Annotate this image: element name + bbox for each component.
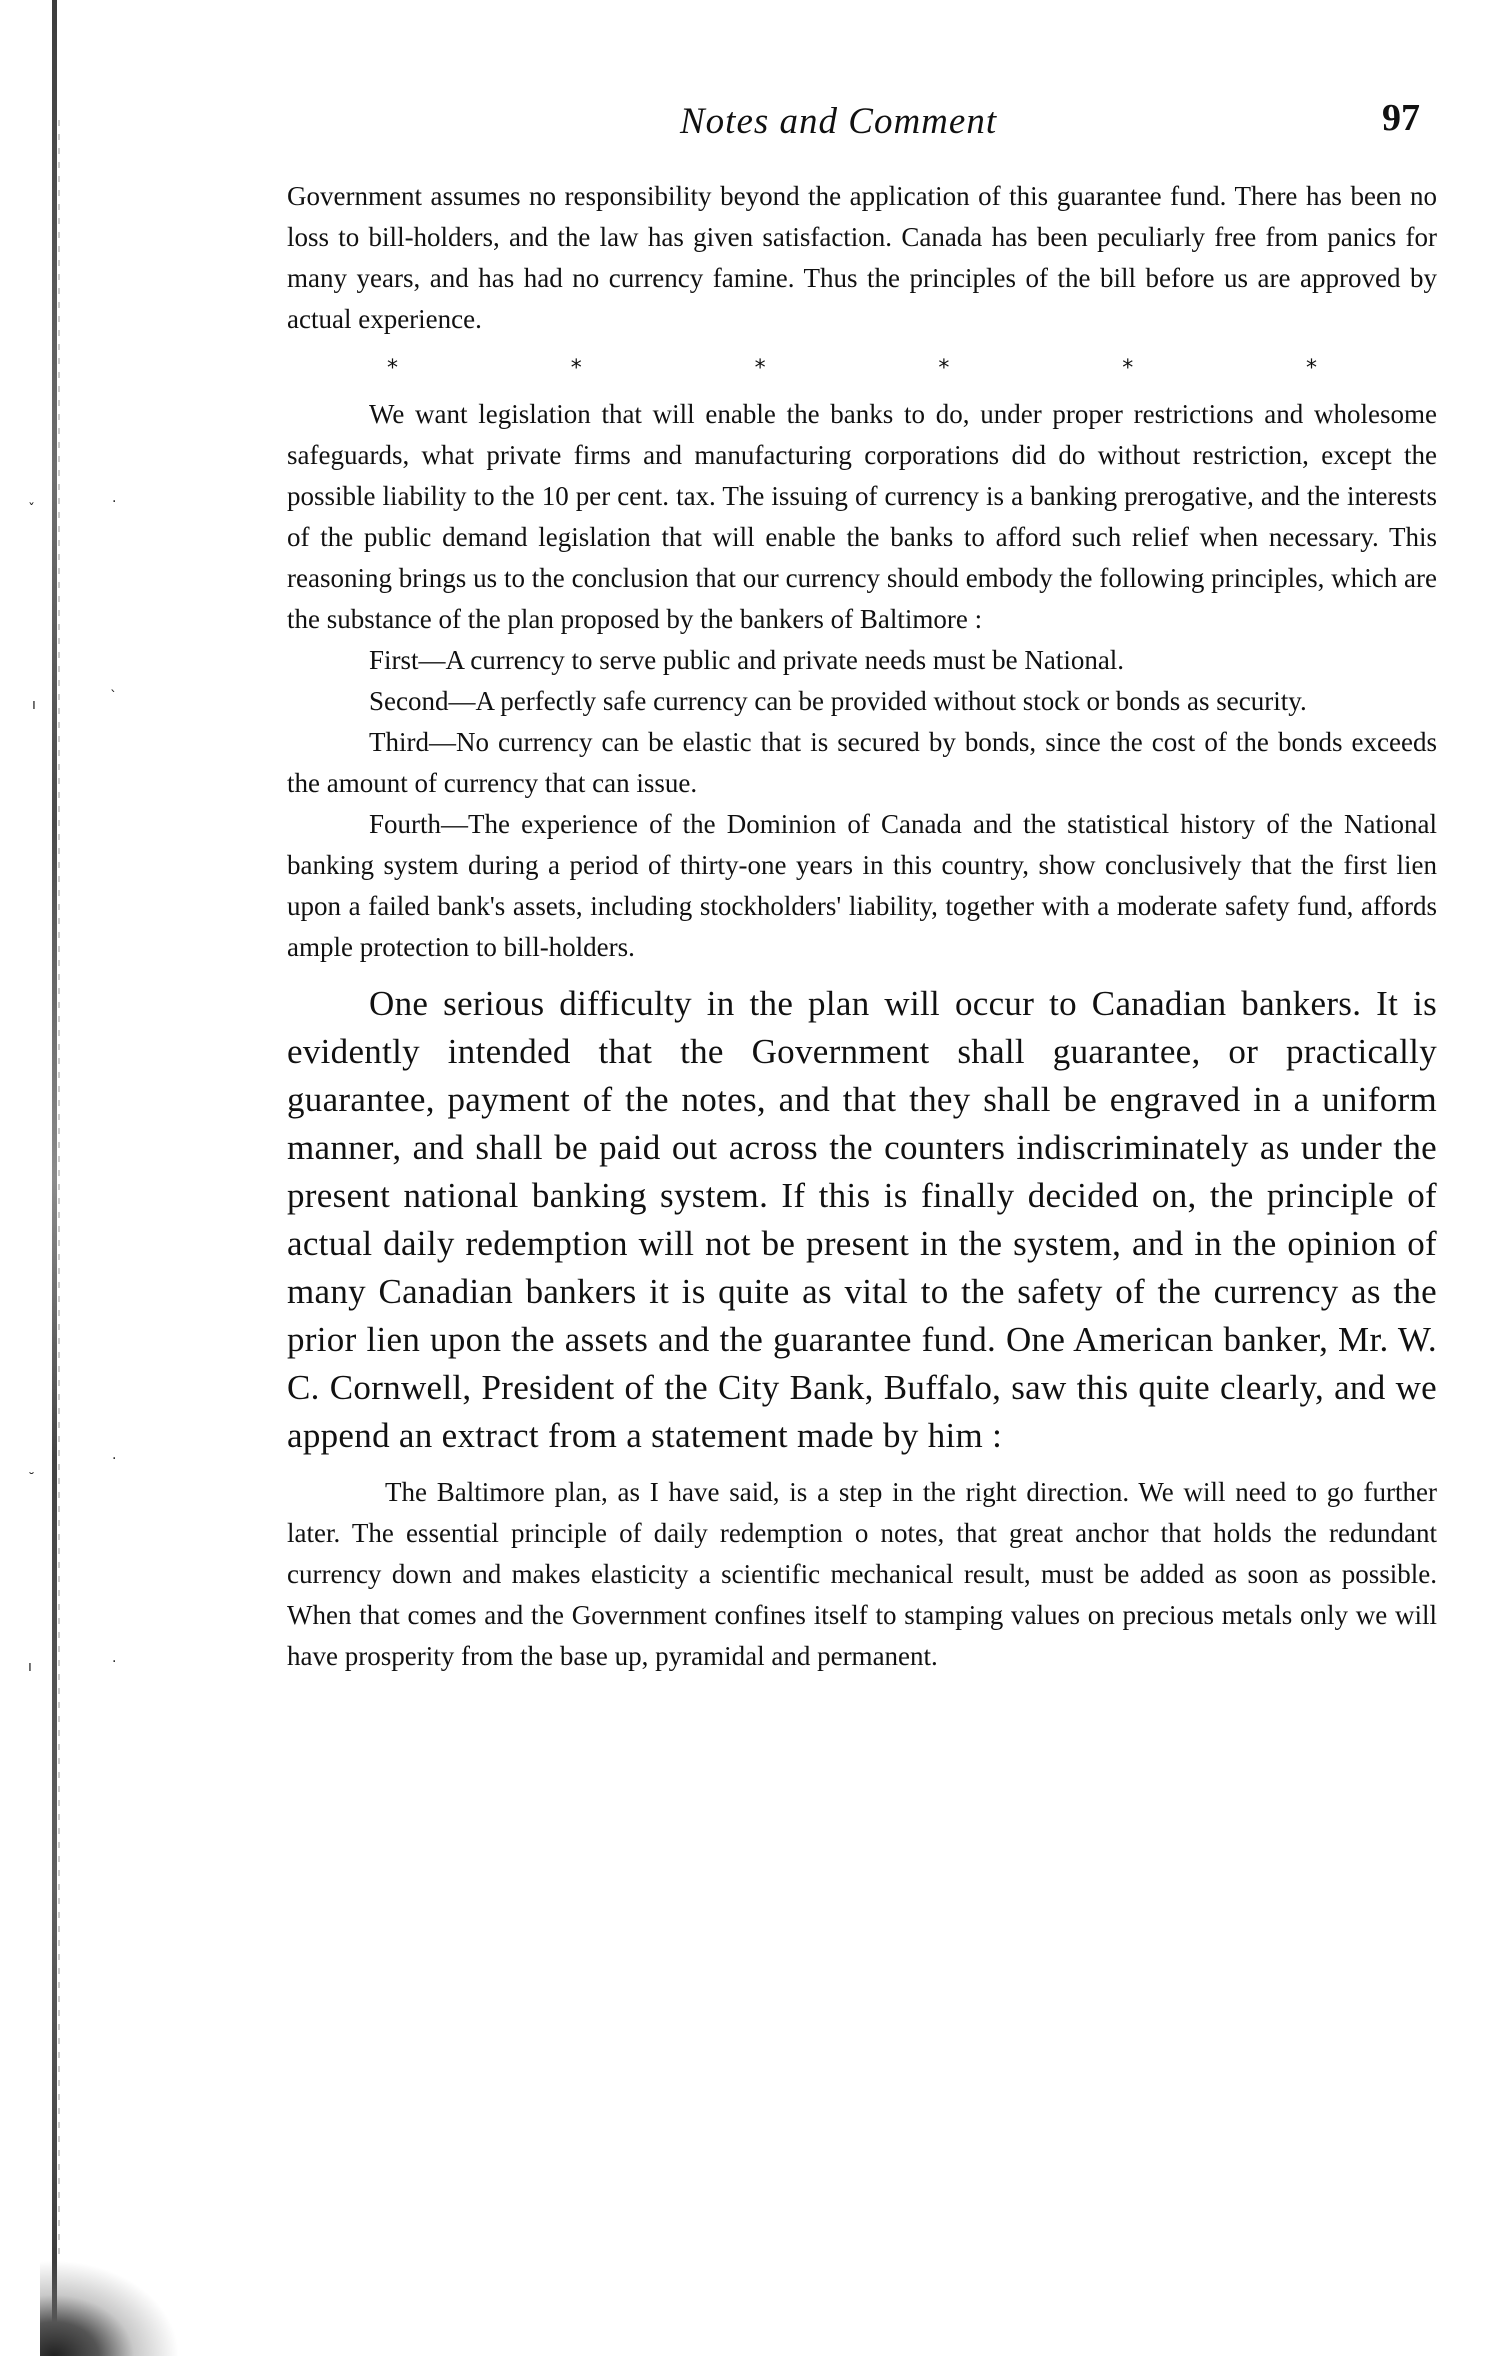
principle-third: Third—No currency can be elastic that is secured by bonds, since the cost of the bonds exceeds the amount of currency that can issue. [287,727,1437,798]
running-title: Notes and Comment [680,101,998,142]
asterisk: * [1305,355,1317,381]
asterisk: * [938,355,950,381]
page-binding-edge [52,0,57,2356]
asterisk: * [1122,355,1134,381]
principle-fourth: Fourth—The experience of the Dominion of Canada and the statistical history of the National banking system during a period of thirty-one years in this country, show conclusively that the first lien upon a failed bank's assets, including stockholders' liability, together with a moderate safety fund, affords ample protection to bill-holders. [287,809,1437,962]
margin-speck: ` [110,689,117,705]
page-body [287,176,1437,1677]
asterisk: * [387,355,398,381]
margin-speck: ˘ [28,1471,35,1487]
margin-speck: · [112,1451,117,1467]
running-header [290,97,1440,146]
page-binding-shadow [58,120,60,2260]
page-number: 97 [1382,97,1420,139]
principle-first: First—A currency to serve public and private needs must be National. [369,645,1125,675]
margin-speck: ˇ [28,502,35,518]
quoted-legislation-paragraph: We want legislation that will enable the banks to do, under proper restrictions and wholesome safeguards, what private firms and manufacturing corporations did do without restriction, except the possible liability to the 10 per cent. tax. The issuing of currency is a banking prerogative, and the interests of the public demand legislation that will enable the banks to afford such relief when necessary. This reasoning brings us to the conclusion that our currency should embody the following principles, which are the substance of the plan proposed by the bankers of Baltimore : [287,399,1437,634]
margin-speck: · [112,494,117,510]
principle-second: Second—A perfectly safe currency can be provided without stock or bonds as security. [369,686,1307,716]
asterisk: * [570,355,582,381]
margin-speck: ı [32,697,36,713]
paragraph-continued: Government assumes no responsibility beyond the application of this guarantee fund. There has been no loss to bill-holders, and the law has given satisfaction. Canada has been peculiarly free from panics for many years, and has had no currency famine. Thus the principles of the bill before us are approved by actual experience. [287,181,1437,334]
asterisk: * [754,355,766,381]
margin-speck: · [112,1654,117,1670]
margin-speck: ı [28,1659,32,1675]
main-commentary-paragraph: One serious difficulty in the plan will occur to Canadian bankers. It is evidently intended that the Government shall guarantee, or practically guarantee, payment of the notes, and that they shall be engraved in a uniform manner, and shall be paid out across the counters indiscriminately as under the present national banking system. If this is finally decided on, the principle of actual daily redemption will not be present in the system, and in the opinion of many Canadian bankers it is quite as vital to the safety of the currency as the prior lien upon the assets and the guarantee fund. One American banker, Mr. W. C. Cornwell, President of the City Bank, Buffalo, saw this quite clearly, and we append an extract from a statement made by him : [287,984,1437,1455]
page-corner-shadow [40,2260,180,2356]
section-break-asterisks [287,342,1437,394]
cornwell-quote-paragraph: The Baltimore plan, as I have said, is a step in the right direction. We will need to go further later. The essential principle of daily redemption o notes, that great anchor that holds the redundant currency down and makes elasticity a scientific mechanical result, must be added as soon as possible. When that comes and the Government confines itself to stamping values on precious metals only we will have prosperity from the base up, pyramidal and permanent. [287,1477,1437,1671]
